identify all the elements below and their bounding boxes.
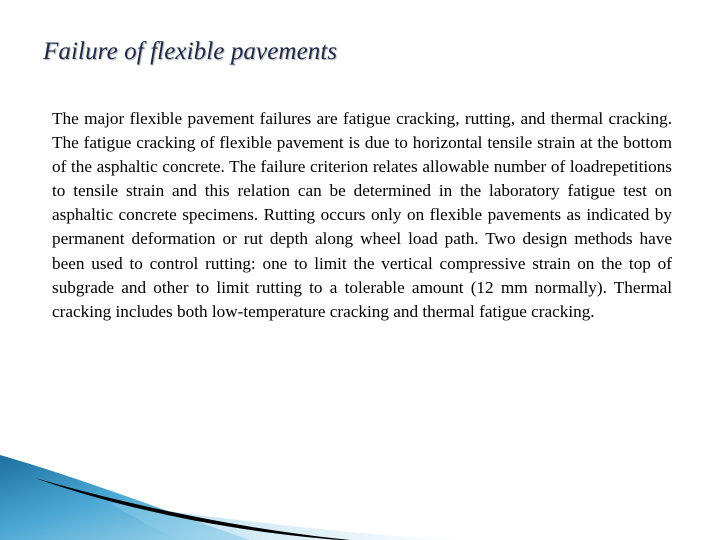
slide-title: Failure of flexible pavements: [43, 38, 338, 65]
corner-wave-decoration: [0, 445, 720, 540]
slide-body-text: The major flexible pavement failures are fatigue cracking, rutting, and thermal cracking. The fatigue cracking of flexible pavement is due to horizontal tensile strain at the bottom of the asphaltic concrete. The failure criterion relates allowable number of loadrepetitions to tensile strain and this relation can be determined in the laboratory fatigue test on asphaltic concrete specimens. Rutting occurs only on flexible pavements as indicated by permanent deformation or rut depth along wheel load path. Two design methods have been used to control rutting: one to limit the vertical compressive strain on the top of subgrade and other to limit rutting to a tolerable amount (12 mm normally). Thermal cracking includes both low-temperature cracking and thermal fatigue cracking.: [52, 109, 672, 321]
